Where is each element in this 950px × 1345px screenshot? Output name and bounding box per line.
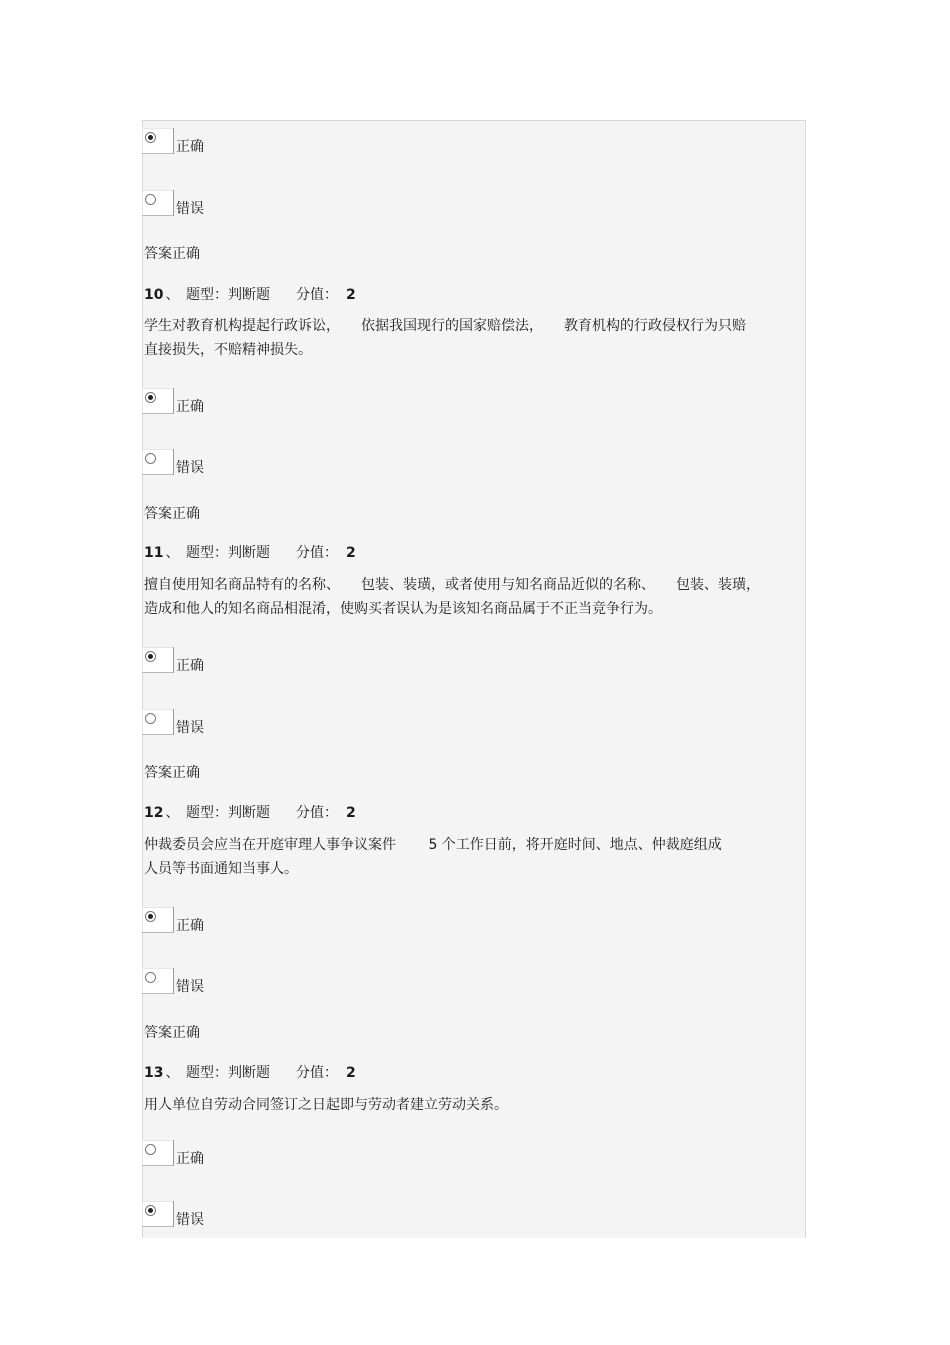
type-value: 判断题 — [228, 287, 270, 303]
type-label: 题型： — [186, 805, 228, 821]
radio-button-checked[interactable] — [145, 132, 156, 143]
question-text-line: 擅自使用知名商品特有的名称、 包装、装璜，或者使用与知名商品近似的名称、 包装、装璜， — [144, 577, 760, 593]
score-value: 2 — [346, 545, 356, 561]
question-number: 11 — [144, 545, 164, 561]
radio-frame — [142, 968, 174, 994]
option-label: 正确 — [176, 1151, 204, 1167]
question-text-line: 人员等书面通知当事人。 — [144, 861, 298, 877]
type-label: 题型： — [186, 1065, 228, 1081]
radio-frame — [142, 128, 174, 154]
question-type — [186, 1062, 270, 1082]
separator: 、 — [165, 545, 180, 561]
score-label: 分值： — [296, 545, 338, 561]
radio-frame — [142, 190, 174, 216]
type-value: 判断题 — [228, 545, 270, 561]
radio-button[interactable] — [145, 713, 156, 724]
option-label: 正确 — [176, 918, 204, 934]
score-label: 分值： — [296, 805, 338, 821]
radio-button[interactable] — [145, 972, 156, 983]
score-value: 2 — [346, 805, 356, 821]
radio-frame — [142, 388, 174, 414]
question-type — [186, 802, 270, 822]
question-text — [144, 1093, 508, 1117]
question-text-line: 仲裁委员会应当在开庭审理人事争议案件 5 个工作日前，将开庭时间、地点、仲裁庭组成 — [144, 837, 722, 853]
type-value: 判断题 — [228, 805, 270, 821]
radio-button-checked[interactable] — [145, 392, 156, 403]
question-number: 12 — [144, 805, 164, 821]
option-label: 错误 — [176, 1212, 204, 1228]
radio-button[interactable] — [145, 453, 156, 464]
option-label: 正确 — [176, 399, 204, 415]
answer-status: 答案正确 — [144, 1025, 200, 1041]
question-header — [144, 802, 356, 822]
separator: 、 — [165, 805, 180, 821]
question-text — [144, 833, 722, 881]
option-label: 错误 — [176, 720, 204, 736]
radio-button-checked[interactable] — [145, 911, 156, 922]
answer-status: 答案正确 — [144, 765, 200, 781]
type-value: 判断题 — [228, 1065, 270, 1081]
option-label: 正确 — [176, 658, 204, 674]
question-score — [296, 542, 356, 562]
radio-frame — [142, 1140, 174, 1166]
radio-button[interactable] — [145, 194, 156, 205]
answer-status: 答案正确 — [144, 506, 200, 522]
radio-button-checked[interactable] — [145, 1205, 156, 1216]
question-text-line: 用人单位自劳动合同签订之日起即与劳动者建立劳动关系。 — [144, 1097, 508, 1113]
radio-frame — [142, 449, 174, 475]
option-label: 错误 — [176, 201, 204, 217]
question-score — [296, 1062, 356, 1082]
score-label: 分值： — [296, 1065, 338, 1081]
option-label: 错误 — [176, 460, 204, 476]
radio-frame — [142, 647, 174, 673]
separator: 、 — [165, 1065, 180, 1081]
separator: 、 — [165, 287, 180, 303]
question-text-line: 直接损失，不赔精神损失。 — [144, 342, 312, 358]
question-header — [144, 284, 356, 304]
option-label: 正确 — [176, 139, 204, 155]
type-label: 题型： — [186, 545, 228, 561]
question-number: 13 — [144, 1065, 164, 1081]
question-number: 10 — [144, 287, 164, 303]
answer-status: 答案正确 — [144, 246, 200, 262]
option-label: 错误 — [176, 979, 204, 995]
question-text-line: 造成和他人的知名商品相混淆，使购买者误认为是该知名商品属于不正当竞争行为。 — [144, 601, 662, 617]
radio-frame — [142, 907, 174, 933]
question-score — [296, 802, 356, 822]
question-text — [144, 314, 746, 362]
question-type — [186, 542, 270, 562]
radio-button-checked[interactable] — [145, 651, 156, 662]
score-label: 分值： — [296, 287, 338, 303]
radio-frame — [142, 709, 174, 735]
question-text — [144, 573, 760, 621]
type-label: 题型： — [186, 287, 228, 303]
question-score — [296, 284, 356, 304]
radio-button[interactable] — [145, 1144, 156, 1155]
question-text-line: 学生对教育机构提起行政诉讼， 依据我国现行的国家赔偿法， 教育机构的行政侵权行为只赔 — [144, 318, 746, 334]
question-header — [144, 1062, 356, 1082]
question-type — [186, 284, 270, 304]
question-header — [144, 542, 356, 562]
score-value: 2 — [346, 1065, 356, 1081]
score-value: 2 — [346, 287, 356, 303]
radio-frame — [142, 1201, 174, 1227]
